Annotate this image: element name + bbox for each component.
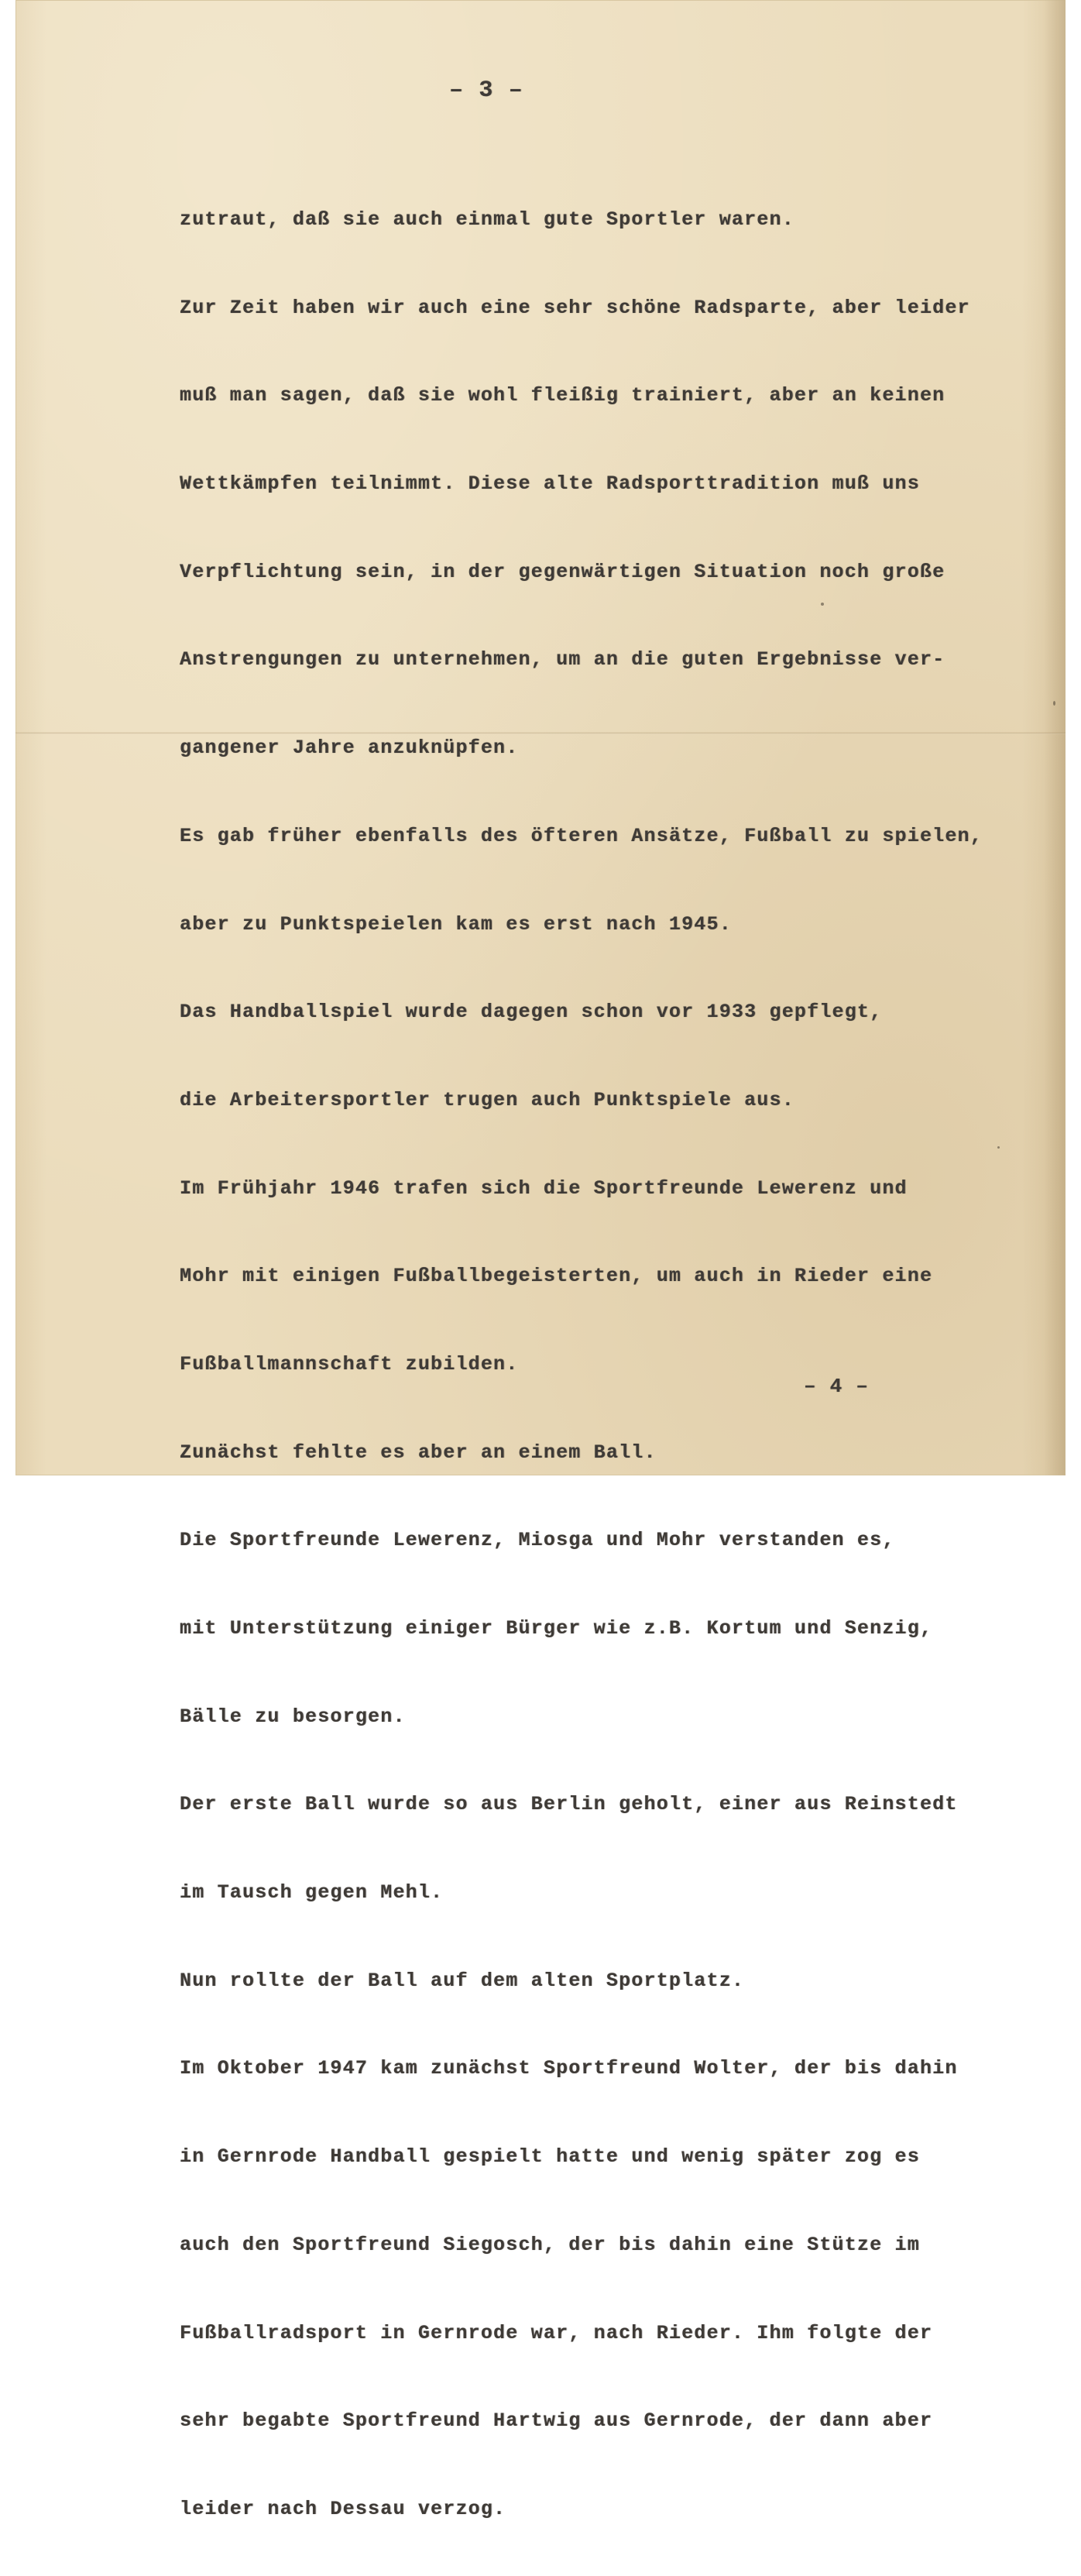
text-line: muß man sagen, daß sie wohl fleißig trainiert, aber an keinen (180, 384, 945, 407)
text-line: gangener Jahre anzuknüpfen. (180, 737, 519, 760)
text-line: in Gernrode Handball gespielt hatte und wenig später zog es (180, 2145, 920, 2169)
text-line: Nun rollte der Ball auf dem alten Sportplatz. (180, 1969, 745, 1992)
text-line: Zur Zeit haben wir auch eine sehr schöne Radsparte, aber leider (180, 296, 970, 319)
text-line: leider nach Dessau verzog. (180, 2497, 506, 2520)
text-line: Mohr mit einigen Fußballbegeisterten, um auch in Rieder eine (180, 1265, 933, 1288)
text-line: Das Handballspiel wurde dagegen schon vor 1933 gepflegt, (180, 1001, 883, 1024)
text-line: zutraut, daß sie auch einmal gute Sportler waren. (180, 208, 794, 231)
text-line: aber zu Punktspeielen kam es erst nach 1945. (180, 912, 732, 936)
text-line: Bälle zu besorgen. (180, 1705, 406, 1728)
text-line: Zunächst fehlte es aber an einem Ball. (180, 1441, 657, 1464)
text-line: Im Frühjahr 1946 trafen sich die Sportfreunde Lewerenz und (180, 1176, 908, 1200)
page-edge-shadow (1044, 0, 1066, 1475)
text-line: Der erste Ball wurde so aus Berlin geholt, einer aus Reinstedt (180, 1793, 958, 1816)
paper-speck (997, 1146, 1000, 1149)
text-line: mit Unterstützung einiger Bürger wie z.B. Kortum und Senzig, (180, 1617, 933, 1640)
page-number-top: – 3 – (449, 77, 524, 104)
text-line: Fußballradsport in Gernrode war, nach Rieder. Ihm folgte der (180, 2321, 933, 2344)
text-line: Wettkämpfen teilnimmt. Diese alte Radsporttradition muß uns (180, 472, 920, 496)
text-line: Fußballmannschaft zubilden. (180, 1352, 519, 1376)
body-text (180, 153, 1047, 2576)
typed-page (15, 0, 1066, 2520)
page-number-bottom: – 4 – (804, 1375, 870, 1398)
text-line: Im Oktober 1947 kam zunächst Sportfreund Wolter, der bis dahin (180, 2057, 958, 2080)
text-line: Es gab früher ebenfalls des öfteren Ansätze, Fußball zu spielen, (180, 824, 983, 847)
paper-speck (821, 603, 824, 606)
text-line: sehr begabte Sportfreund Hartwig aus Gernrode, der dann aber (180, 2409, 933, 2433)
text-line: im Tausch gegen Mehl. (180, 1881, 444, 1905)
text-line: die Arbeitersportler trugen auch Punktspiele aus. (180, 1088, 794, 1111)
text-line: Die Sportfreunde Lewerenz, Miosga und Mohr verstanden es, (180, 1529, 895, 1552)
paper-speck (1053, 701, 1055, 706)
text-line: Verpflichtung sein, in der gegenwärtigen Situation noch große (180, 560, 945, 583)
text-line: Anstrengungen zu unternehmen, um an die guten Ergebnisse ver- (180, 648, 945, 671)
text-line: auch den Sportfreund Siegosch, der bis dahin eine Stütze im (180, 2233, 920, 2256)
